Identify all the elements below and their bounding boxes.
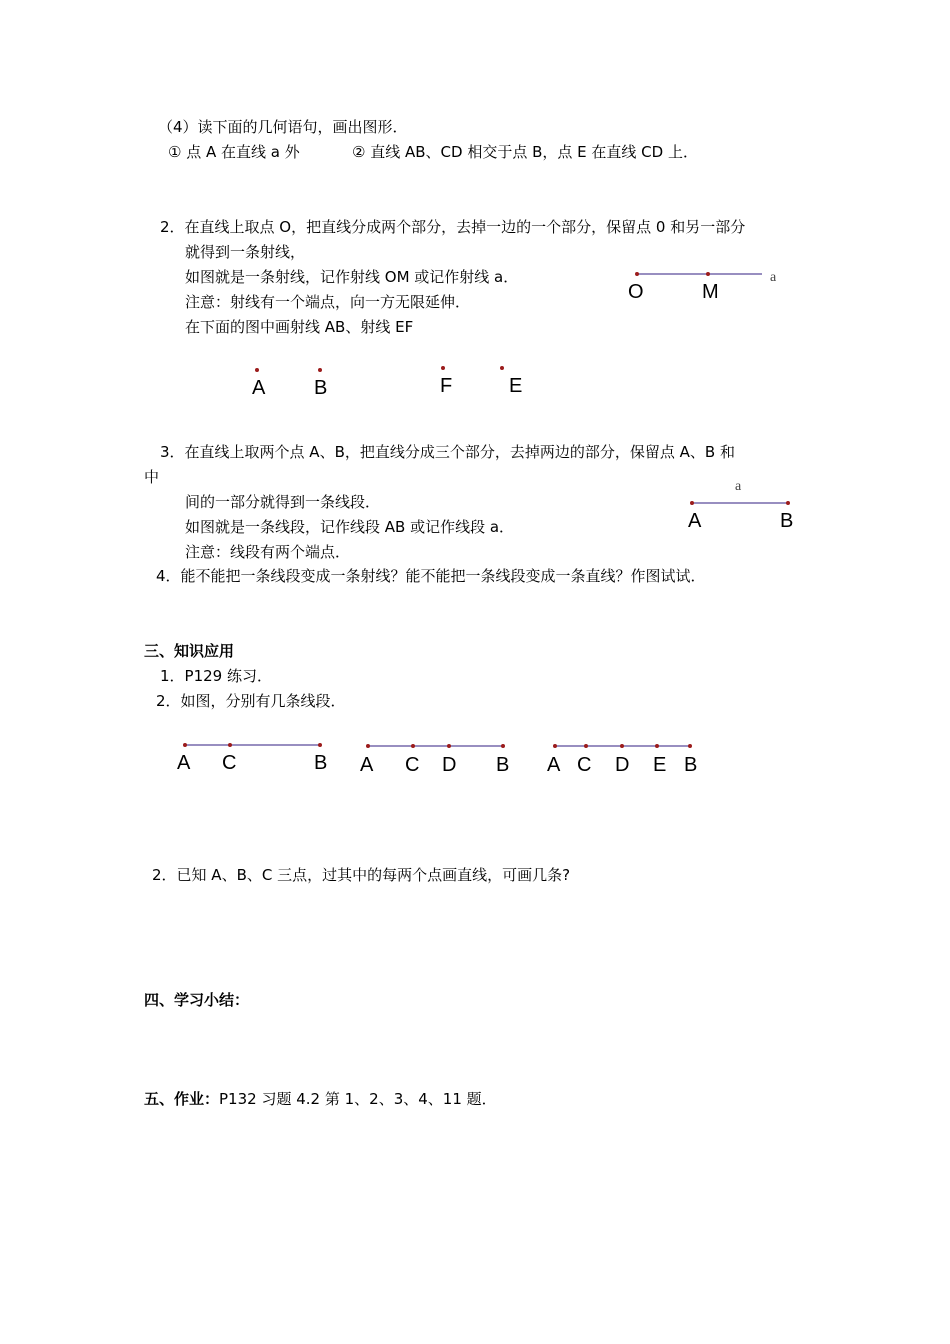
point-label-B: B [314, 377, 328, 399]
q4-item-1: ① 点 A 在直线 a 外 [168, 143, 300, 161]
fig2-point-A [366, 744, 370, 748]
segment-q4: 4．能不能把一条线段变成一条射线？能不能把一条线段变成一条直线？作图试试． [156, 567, 706, 585]
apply-item-2: 2．如图，分别有几条线段． [156, 692, 346, 710]
segment-point-A [690, 501, 694, 505]
point-E [500, 366, 504, 370]
ray-line-2: 就得到一条射线， [185, 243, 306, 261]
homework-text: P132 习题 4.2 第 1、2、3、4、11 题． [219, 1090, 497, 1108]
fig2-label-A: A [360, 754, 374, 776]
fig3-point-E [655, 744, 659, 748]
fig1-point-A [183, 743, 187, 747]
fig1-point-C [228, 743, 232, 747]
point-label-A: A [252, 377, 266, 399]
fig2-label-B: B [496, 754, 510, 776]
ray-line-5: 在下面的图中画射线 AB、射线 EF [185, 318, 414, 336]
segment-line-1b: 中 [144, 468, 160, 486]
point-F [441, 366, 445, 370]
fig3-point-B [688, 744, 692, 748]
point-label-E: E [509, 375, 523, 397]
fig1-label-C: C [222, 752, 237, 774]
fig3-point-C [584, 744, 588, 748]
homework [144, 1090, 497, 1108]
apply-item-1: 1．P129 练习． [160, 667, 272, 685]
fig3-label-A: A [547, 754, 561, 776]
fig2-point-C [411, 744, 415, 748]
fig1-label-B: B [314, 752, 328, 774]
fig2-label-D: D [442, 754, 457, 776]
ray-line-4: 注意：射线有一个端点，向一方无限延伸． [185, 293, 471, 311]
segment-line-3: 如图就是一条线段，记作线段 AB 或记作线段 a． [185, 518, 515, 536]
segment-line-2: 间的一部分就得到一条线段． [185, 493, 381, 511]
fig3-label-C: C [577, 754, 592, 776]
fig3-point-D [620, 744, 624, 748]
homework-heading: 五、作业： [144, 1090, 220, 1108]
summary-heading: 四、学习小结： [144, 991, 250, 1009]
fig2-label-C: C [405, 754, 420, 776]
ray-point-O [635, 272, 639, 276]
fig3-label-B: B [684, 754, 698, 776]
fig3-point-A [553, 744, 557, 748]
ray-label-O: O [628, 281, 644, 303]
segment-label-a: a [735, 479, 742, 494]
segment-point-B [786, 501, 790, 505]
ray-line-3: 如图就是一条射线，记作射线 OM 或记作射线 a． [185, 268, 519, 286]
ray-line-1: 2．在直线上取点 O，把直线分成两个部分，去掉一边的一个部分，保留点 0 和另一部分 [160, 218, 746, 236]
fig1-point-B [318, 743, 322, 747]
fig3-label-D: D [615, 754, 630, 776]
q4-item-2: ② 直线 AB、CD 相交于点 B，点 E 在直线 CD 上． [352, 143, 698, 161]
segment-line-4: 注意：线段有两个端点． [185, 543, 351, 561]
ray-label-M: M [702, 281, 719, 303]
q4-title: （4）读下面的几何语句，画出图形． [158, 118, 408, 136]
segment-label-B: B [780, 510, 794, 532]
point-A [255, 368, 259, 372]
point-B [318, 368, 322, 372]
segment-line-1: 3．在直线上取两个点 A、B，把直线分成三个部分，去掉两边的部分，保留点 A、B 和 [160, 443, 735, 461]
fig1-label-A: A [177, 752, 191, 774]
segment-label-A: A [688, 510, 702, 532]
point-label-F: F [440, 375, 453, 397]
fig2-point-D [447, 744, 451, 748]
fig2-point-B [501, 744, 505, 748]
ray-point-M [706, 272, 710, 276]
ray-label-a: a [770, 270, 777, 285]
fig3-label-E: E [653, 754, 667, 776]
apply-heading: 三、知识应用 [144, 642, 235, 660]
apply-item-3: 2．已知 A、B、C 三点，过其中的每两个点画直线，可画几条? [152, 866, 571, 884]
